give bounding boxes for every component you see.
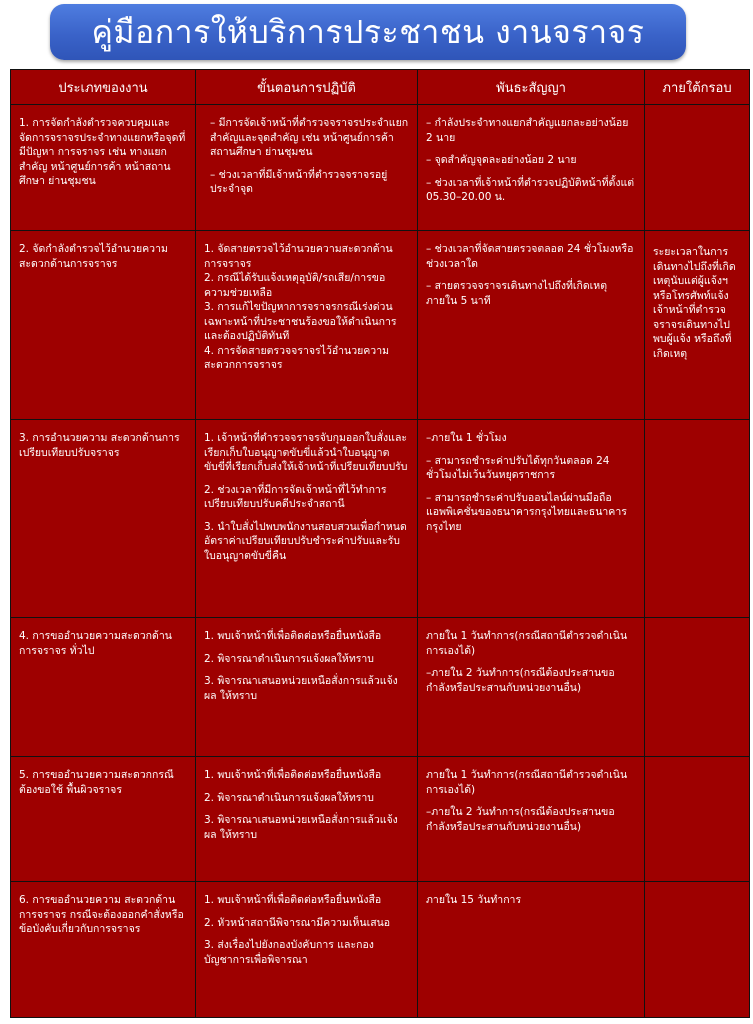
commitment-item: ภายใน 1 วันทำการ(กรณีสถานีตำรวจดำเนินการเองได้) xyxy=(426,630,628,657)
table-row xyxy=(11,757,750,882)
work-type-cell: 3. การอำนวยความ สะดวกด้านการเปรียบเทียบปรับจราจร xyxy=(11,420,196,618)
procedure-cell xyxy=(196,105,418,231)
table-row xyxy=(11,618,750,757)
procedure-step: 1. พบเจ้าหน้าที่เพื่อติดต่อหรือยื่นหนังสือ xyxy=(204,769,382,781)
procedure-cell xyxy=(196,757,418,882)
commitment-cell xyxy=(418,420,645,618)
table-row xyxy=(11,882,750,1018)
page-title: คู่มือการให้บริการประชาชน งานจราจร xyxy=(50,4,686,60)
procedure-cell xyxy=(196,420,418,618)
commitment-cell xyxy=(418,757,645,882)
commitment-cell xyxy=(418,882,645,1018)
procedure-step: 1. พบเจ้าหน้าที่เพื่อติดต่อหรือยื่นหนังสือ xyxy=(204,630,382,642)
framework-cell: ระยะเวลาในการเดินทางไปถึงที่เกิดเหตุนับแต่ผู้แจ้งฯหรือโทรศัพท์แจ้งเจ้าหน้าที่ตำรวจจราจรเดินทางไปพบผู้แจ้ง หรือถึงที่เกิดเหตุ xyxy=(645,231,750,420)
header-work-type: ประเภทของงาน xyxy=(11,70,196,105)
procedure-step: – ช่วงเวลาที่มีเจ้าหน้าที่ตำรวจจราจรอยู่ประจำจุด xyxy=(210,168,388,195)
header-row xyxy=(11,70,750,105)
procedure-step: 4. การจัดสายตรวจจราจรไว้อำนวยความสะดวกการจราจร xyxy=(204,344,390,371)
work-type-cell: 1. การจัดกำลังตำรวจควบคุมและจัดการจราจรประจำทางแยกหรือจุดที่มีปัญหา การจราจร เช่น ทางแยกสำคัญ หน้าศูนย์การค้า หน้าสถานศึกษา ย่านชุมชน xyxy=(11,105,196,231)
table-row xyxy=(11,105,750,231)
procedure-step: 2. พิจารณาดำเนินการแจ้งผลให้ทราบ xyxy=(204,791,374,804)
framework-cell xyxy=(645,105,750,231)
commitment-item: – ช่วงเวลาที่เจ้าหน้าที่ตำรวจปฏิบัติหน้าที่ตั้งแต่ 05.30–20.00 น. xyxy=(426,176,635,203)
procedure-step: 3. ส่งเรื่องไปยังกองบังคับการ และกองบัญชาการเพื่อพิจารณา xyxy=(204,939,374,966)
header-framework: ภายใต้กรอบ xyxy=(645,70,750,105)
procedure-step: 1. เจ้าหน้าที่ตำรวจจราจรจับกุมออกใบสั่งและ เรียกเก็บใบอนุญาตขับขี่แล้วนำใบอนุญาตขับขี่ที่เรียกเก็บส่งให้เจ้าหน้าที่เปรียบเทียบปรับ xyxy=(204,432,408,473)
commitment-item: – กำลังประจำทางแยกสำคัญแยกละอย่างน้อย 2 นาย xyxy=(426,117,629,144)
work-type-cell: 2. จัดกำลังตำรวจไว้อำนวยความสะดวกด้านการจราจร xyxy=(11,231,196,420)
procedure-step: – มีการจัดเจ้าหน้าที่ตำรวจจราจรประจำแยกสำคัญและจุดสำคัญ เช่น หน้าศูนย์การค้า สถานศึกษา ย่านชุมชน xyxy=(210,117,409,158)
framework-cell xyxy=(645,420,750,618)
commitment-item: ภายใน 1 วันทำการ(กรณีสถานีตำรวจดำเนินการเองได้) xyxy=(426,769,628,796)
procedure-step: 3. พิจารณาเสนอหน่วยเหนือสั่งการแล้วแจ้งผล ให้ทราบ xyxy=(204,675,398,702)
procedure-step: 1. จัดสายตรวจไว้อำนวยความสะดวกด้านการจราจร xyxy=(204,243,393,270)
procedure-step: 1. พบเจ้าหน้าที่เพื่อติดต่อหรือยื่นหนังสือ xyxy=(204,894,382,906)
procedure-cell xyxy=(196,618,418,757)
procedure-step: 3. นำใบสั่งไปพบพนักงานสอบสวนเพื่อกำหนดอัตราค่าเปรียบเทียบปรับชำระค่าปรับและรับใบอนุญาตขับขี่คืน xyxy=(204,520,407,562)
procedure-step: 2. พิจารณาดำเนินการแจ้งผลให้ทราบ xyxy=(204,652,374,665)
procedure-step: 2. ช่วงเวลาที่มีการจัดเจ้าหน้าที่ไว้ทำการเปรียบเทียบปรับคดีประจำสถานี xyxy=(204,483,387,510)
work-type-cell: 4. การขออำนวยความสะดวกด้านการจราจร ทั่วไป xyxy=(11,618,196,757)
framework-cell xyxy=(645,882,750,1018)
framework-cell xyxy=(645,618,750,757)
commitment-cell xyxy=(418,105,645,231)
commitment-item: – สามารถชำระค่าปรับออนไลน์ผ่านมือถือแอพพิเคชั่นของธนาคารกรุงไทยและธนาคารกรุงไทย xyxy=(426,491,627,533)
procedure-step: 3. พิจารณาเสนอหน่วยเหนือสั่งการแล้วแจ้งผล ให้ทราบ xyxy=(204,814,398,841)
procedure-step: 3. การแก้ไขปัญหาการจราจรกรณีเร่งด่วนเฉพาะหน้าที่ประชาชนร้องขอให้ดำเนินการและต้องปฏิบัติทันที xyxy=(204,301,397,342)
commitment-item: –ภายใน 1 ชั่วโมง xyxy=(426,432,507,444)
table-row xyxy=(11,231,750,420)
work-type-cell: 5. การขออำนวยความสะดวกกรณีต้องขอใช้ พื้นผิวจราจร xyxy=(11,757,196,882)
procedure-cell xyxy=(196,882,418,1018)
commitment-item: – ช่วงเวลาที่จัดสายตรวจตลอด 24 ชั่วโมงหรือช่วงเวลาใด xyxy=(426,243,634,270)
commitment-item: – สายตรวจจราจรเดินทางไปถึงที่เกิดเหตุภายใน 5 นาที xyxy=(426,280,608,307)
table-row xyxy=(11,420,750,618)
commitment-item: – จุดสำคัญจุดละอย่างน้อย 2 นาย xyxy=(426,154,577,166)
procedure-step: 2. หัวหน้าสถานีพิจารณามีความเห็นเสนอ xyxy=(204,916,391,929)
commitment-cell xyxy=(418,618,645,757)
header-commitment: พันธะสัญญา xyxy=(418,70,645,105)
commitment-item: – สามารถชำระค่าปรับได้ทุกวันตลอด 24 ชั่วโมงไม่เว้นวันหยุดราชการ xyxy=(426,454,610,481)
procedure-step: 2. กรณีได้รับแจ้งเหตุอุบัติ/รถเสีย/การขอความช่วยเหลือ xyxy=(204,272,386,299)
commitment-item: –ภายใน 2 วันทำการ(กรณีต้องประสานขอกำลังหรือประสานกับหน่วยงานอื่น) xyxy=(426,667,615,694)
commitment-item: –ภายใน 2 วันทำการ(กรณีต้องประสานขอกำลังหรือประสานกับหน่วยงานอื่น) xyxy=(426,806,615,833)
work-type-cell: 6. การขออำนวยความ สะดวกด้านการจราจร กรณีจะต้องออกคำสั่งหรือข้อบังคับเกี่ยวกับการจราจร xyxy=(11,882,196,1018)
service-guide-table xyxy=(10,69,750,1018)
framework-cell xyxy=(645,757,750,882)
commitment-cell xyxy=(418,231,645,420)
procedure-cell xyxy=(196,231,418,420)
commitment-item: ภายใน 15 วันทำการ xyxy=(426,894,522,906)
header-procedure: ขั้นตอนการปฏิบัติ xyxy=(196,70,418,105)
